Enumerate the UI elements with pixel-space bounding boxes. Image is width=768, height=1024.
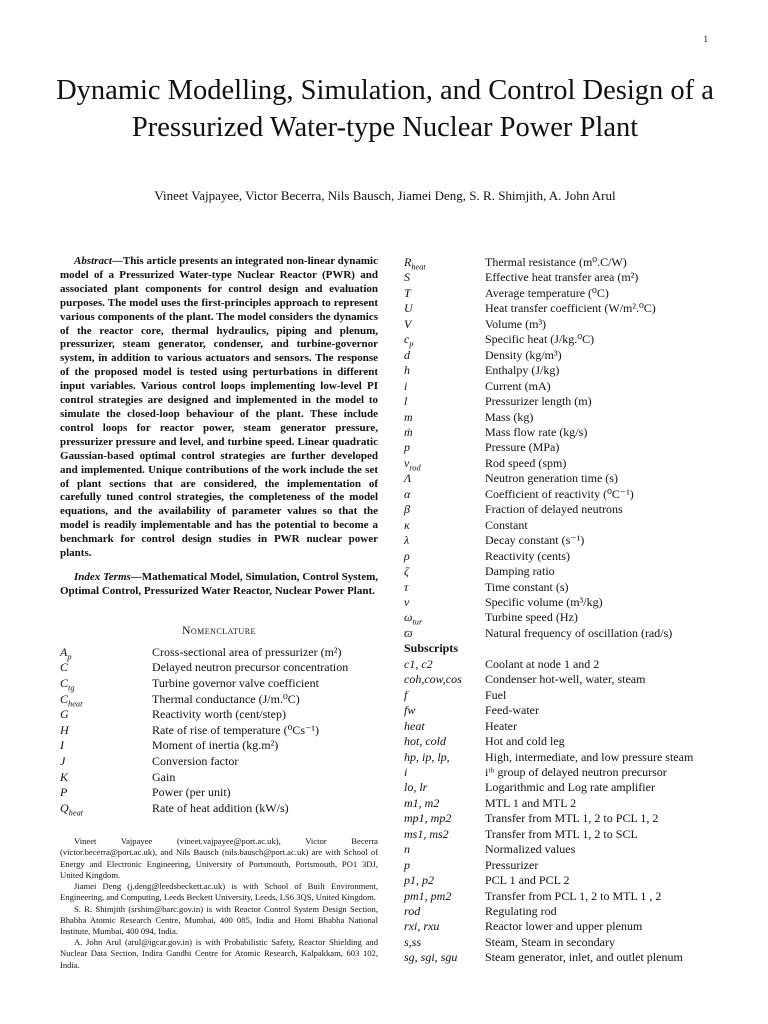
symbol: T <box>404 285 411 300</box>
symbol-description: Transfer from MTL 1, 2 to PCL 1, 2 <box>485 811 659 826</box>
symbol-description: Turbine speed (Hz) <box>485 610 578 625</box>
symbol-description: Mass (kg) <box>485 409 534 424</box>
symbol: β <box>404 502 410 517</box>
nomenclature-row <box>404 533 734 548</box>
symbol-description: iᵗʰ group of delayed neutron precursor <box>485 764 667 779</box>
nomenclature-row <box>404 471 734 486</box>
symbol-description: Transfer from MTL 1, 2 to SCL <box>485 826 638 841</box>
symbol-description: Reactor lower and upper plenum <box>485 919 643 934</box>
symbol: S <box>404 270 410 285</box>
symbol-description: Logarithmic and Log rate amplifier <box>485 780 655 795</box>
symbol: H <box>60 722 69 737</box>
nomenclature-row <box>404 950 734 965</box>
symbol-description: Fuel <box>485 687 507 702</box>
symbol: rod <box>404 904 421 919</box>
symbol: $C_{tg}$ <box>60 675 75 693</box>
nomenclature-row <box>404 363 734 378</box>
symbol-description: MTL 1 and MTL 2 <box>485 795 577 810</box>
symbol-description: Reactivity worth (cent/step) <box>152 707 286 722</box>
footnote: S. R. Shimjith (srshim@barc.gov.in) is with Reactor Control System Design Section, Bhabha Atomic Research Centre, Mumbai, 400 085, India and Homi Bhabha National Institute, Mumbai, 400 094, India. <box>60 903 378 936</box>
abstract <box>60 255 378 561</box>
nomenclature-row <box>404 889 734 904</box>
symbol: J <box>60 753 66 768</box>
nomenclature-row <box>60 770 378 786</box>
symbol: p <box>404 857 410 872</box>
subscripts-list <box>404 657 734 966</box>
symbol: p1, p2 <box>404 873 434 888</box>
symbol: ν <box>404 594 410 609</box>
symbol-description: Heater <box>485 718 517 733</box>
symbol-description: Transfer from PCL 1, 2 to MTL 1 , 2 <box>485 888 662 903</box>
nomenclature-row <box>404 688 734 703</box>
nomenclature-row <box>60 785 378 801</box>
symbol-description: Pressure (MPa) <box>485 440 560 455</box>
symbol: U <box>404 301 413 316</box>
nomenclature-row <box>404 518 734 533</box>
symbol-description: Fraction of delayed neutrons <box>485 502 623 517</box>
nomenclature-row <box>60 801 378 817</box>
footnote: Jiamei Deng (j.deng@leedsbeckett.ac.uk) is with School of Built Environment, Engineering, and Computing, Leeds Beckett University, Leeds, LS6 3QS, United Kingdom. <box>60 881 378 903</box>
nomenclature-row <box>404 842 734 857</box>
symbol-description: Current (mA) <box>485 378 551 393</box>
nomenclature-row <box>404 873 734 888</box>
footnote: Vineet Vajpayee (vineet.vajpayee@port.ac.uk), Victor Becerra (victor.becerra@port.ac.uk), and Nils Bausch (nils.bausch@port.ac.uk) are with School of Energy and Electronic Engineering, University of Portsmouth, Portsmouth, PO1 3DJ, United Kingdom. <box>60 836 378 880</box>
symbol-description: Steam generator, inlet, and outlet plenum <box>485 950 683 965</box>
symbol-description: Reactivity (cents) <box>485 548 570 563</box>
nomenclature-row <box>60 645 378 661</box>
nomenclature-row <box>404 626 734 641</box>
page-number: 1 <box>703 34 708 44</box>
symbol: $\omega_{tur}$ <box>404 610 423 627</box>
nomenclature-row <box>404 255 734 270</box>
symbol: s,ss <box>404 934 422 949</box>
nomenclature-row <box>404 904 734 919</box>
nomenclature-row <box>404 549 734 564</box>
nomenclature-row <box>404 858 734 873</box>
nomenclature-row <box>404 780 734 795</box>
symbol: α <box>404 486 411 501</box>
nomenclature-row <box>404 440 734 455</box>
symbol-description: Turbine governor valve coefficient <box>152 675 319 690</box>
symbol-description: Constant <box>485 517 528 532</box>
symbol-description: Regulating rod <box>485 904 557 919</box>
symbol: i <box>404 764 408 779</box>
index-terms <box>60 571 378 599</box>
symbol: p <box>404 440 410 455</box>
symbol: Λ <box>404 471 412 486</box>
nomenclature-heading: Nomenclature <box>182 624 256 637</box>
symbol-description: Density (kg/m³) <box>485 347 562 362</box>
nomenclature-row <box>60 676 378 692</box>
nomenclature-row <box>404 410 734 425</box>
symbol: ζ <box>404 564 409 579</box>
nomenclature-row <box>60 692 378 708</box>
symbol: $Q_{heat}$ <box>60 800 84 818</box>
nomenclature-row <box>404 487 734 502</box>
nomenclature-row <box>404 657 734 672</box>
author-list: Vineet Vajpayee, Victor Becerra, Nils Bausch, Jiamei Deng, S. R. Shimjith, A. John Arul <box>154 188 616 203</box>
symbol: pm1, pm2 <box>404 888 452 903</box>
right-column <box>404 255 734 966</box>
nomenclature-row <box>404 348 734 363</box>
nomenclature-row <box>404 734 734 749</box>
symbol: ṁ <box>404 424 413 439</box>
nomenclature-row <box>404 796 734 811</box>
symbol-description: Thermal conductance (J/m.⁰C) <box>152 691 300 706</box>
symbol-description: Delayed neutron precursor concentration <box>152 660 349 675</box>
symbol-description: Coefficient of reactivity (⁰C⁻¹) <box>485 486 634 501</box>
nomenclature-row <box>60 723 378 739</box>
symbol: $v_{rod}$ <box>404 455 421 473</box>
symbol: h <box>404 363 410 378</box>
nomenclature-row <box>404 456 734 471</box>
author-footnotes <box>60 836 378 970</box>
nomenclature-row <box>60 660 378 676</box>
symbol: rxi, rxu <box>404 919 440 934</box>
nomenclature-row <box>404 703 734 718</box>
symbol-description: Specific heat (J/kg.⁰C) <box>485 332 595 347</box>
symbol-description: Normalized values <box>485 842 576 857</box>
symbol-description: Specific volume (m³/kg) <box>485 594 603 609</box>
symbol: K <box>60 769 69 784</box>
symbol-description: Damping ratio <box>485 564 555 579</box>
symbol-description: Thermal resistance (m⁰.C/W) <box>485 255 627 269</box>
symbol: $C_{heat}$ <box>60 691 83 708</box>
symbol: l <box>404 394 408 409</box>
footnote: A. John Arul (arul@igcar.gov.in) is with Probabilistic Safety, Reactor Shielding and Nuclear Data Section, Indira Gandhi Centre for Atomic Research, Kalpakkam, 603 102, India. <box>60 937 378 970</box>
symbol-description: Average temperature (⁰C) <box>485 285 609 300</box>
nomenclature-row <box>404 425 734 440</box>
symbol-description: Steam, Steam in secondary <box>485 934 615 949</box>
symbol-description: Heat transfer coefficient (W/m².⁰C) <box>485 301 656 316</box>
symbol-description: Gain <box>152 769 176 784</box>
symbol: n <box>404 842 410 857</box>
symbol: P <box>60 785 68 800</box>
symbol-description: Rate of heat addition (kW/s) <box>152 800 289 815</box>
symbol: c1, c2 <box>404 656 433 671</box>
symbol-description: Natural frequency of oscillation (rad/s) <box>485 625 673 640</box>
nomenclature-row <box>404 672 734 687</box>
symbol-description: Cross-sectional area of pressurizer (m²) <box>152 644 342 659</box>
paper-title: Dynamic Modelling, Simulation, and Control Design of a Pressurized Water-type Nuclear Power Plant <box>56 75 714 143</box>
symbol: C <box>60 660 69 675</box>
symbol-description: High, intermediate, and low pressure steam <box>485 749 694 764</box>
symbol: i <box>404 378 408 393</box>
symbol-description: Pressurizer <box>485 857 539 872</box>
symbol: fw <box>404 703 416 718</box>
symbol-description: Coolant at node 1 and 2 <box>485 656 600 671</box>
nomenclature-row <box>404 270 734 285</box>
symbol-description: Power (per unit) <box>152 785 231 800</box>
symbol: ms1, ms2 <box>404 826 449 841</box>
symbol-description: Neutron generation time (s) <box>485 471 618 486</box>
nomenclature-row <box>404 919 734 934</box>
symbol: f <box>404 687 408 702</box>
abstract-lead: Abstract <box>74 255 112 267</box>
nomenclature-row <box>404 610 734 625</box>
symbol-description: Moment of inertia (kg.m²) <box>152 738 279 753</box>
symbol: ρ <box>404 548 410 563</box>
symbol-description: Time constant (s) <box>485 579 569 594</box>
nomenclature-row <box>60 707 378 723</box>
symbol-description: Rate of rise of temperature (⁰Cs⁻¹) <box>152 722 320 737</box>
symbol: V <box>404 316 412 331</box>
symbol-description: Decay constant (s⁻¹) <box>485 533 585 548</box>
symbol: d <box>404 347 410 362</box>
nomenclature-row <box>404 765 734 780</box>
subscripts-heading: Subscripts <box>404 641 459 656</box>
symbol-description: Rod speed (spm) <box>485 455 567 470</box>
nomenclature-row <box>404 811 734 826</box>
nomenclature-row <box>404 750 734 765</box>
symbol: hot, cold <box>404 734 446 749</box>
left-column <box>60 255 378 971</box>
symbol: ϖ <box>404 625 413 640</box>
symbol-description: Effective heat transfer area (m²) <box>485 270 639 285</box>
symbol: mp1, mp2 <box>404 811 452 826</box>
symbol-description: Enthalpy (J/kg) <box>485 363 560 378</box>
index-terms-text: —Mathematical Model, Simulation, Control System, Optimal Control, Pressurized Water Reactor, Nuclear Power Plant. <box>60 570 378 597</box>
symbol-description: Volume (m³) <box>485 316 547 331</box>
nomenclature-row <box>404 827 734 842</box>
nomenclature-row <box>404 564 734 579</box>
symbol-description: Hot and cold leg <box>485 734 565 749</box>
symbol: $A_p$ <box>60 644 72 662</box>
nomenclature-list-left <box>60 645 378 817</box>
symbol-description: PCL 1 and PCL 2 <box>485 873 570 888</box>
nomenclature-row <box>404 935 734 950</box>
nomenclature-row <box>404 286 734 301</box>
nomenclature-row <box>404 502 734 517</box>
nomenclature-row <box>404 719 734 734</box>
symbol: sg, sgi, sgu <box>404 950 458 965</box>
symbol: m <box>404 409 413 424</box>
abstract-text: —This article presents an integrated non-linear dynamic model of a Pressurized Water-type Nuclear Reactor (PWR) and associated plant components for control design and evaluation purposes. The model uses the first-principles approach to represent various components of the plant. The model considers the dynamics of the reactor core, thermal hydraulics, piping and plenum, pressurizer, steam generator, condenser, and turbine-governor system, in addition to various actuators and sensors. The response of the proposed model is tested using perturbations in different input variables. Various control loops implementing low-level PI control strategies are designed and implemented in the model to simulate the closed-loop behaviour of the plant. These include control loops for reactor power, steam generator pressure, pressurizer pressure and level, and turbine speed. Linear quadratic Gaussian-based optimal control strategies are further developed and implemented. Unique contributions of the work include the set of plant sections that are considered, the implementation of carefully tuned control strategies, the completeness of the model equations, and the availability of parameter values so that the model is readily implementable and has the potential to become a benchmark for control design studies in PWR nuclear power plants. <box>60 255 378 560</box>
symbol: G <box>60 707 69 722</box>
nomenclature-row <box>404 301 734 316</box>
symbol: λ <box>404 533 410 548</box>
symbol: m1, m2 <box>404 795 440 810</box>
nomenclature-row <box>60 738 378 754</box>
nomenclature-row <box>404 595 734 610</box>
symbol: τ <box>404 579 409 594</box>
nomenclature-row <box>404 317 734 332</box>
symbol: hp, ip, lp, <box>404 749 450 764</box>
symbol-description: Conversion factor <box>152 753 239 768</box>
symbol: $R_{heat}$ <box>404 255 426 272</box>
symbol: I <box>60 738 64 753</box>
nomenclature-row <box>60 754 378 770</box>
symbol: lo, lr <box>404 780 428 795</box>
index-terms-lead: Index Terms <box>74 570 131 583</box>
nomenclature-row <box>404 332 734 347</box>
symbol: heat <box>404 718 425 733</box>
nomenclature-row <box>404 394 734 409</box>
nomenclature-list-right <box>404 255 734 641</box>
symbol: κ <box>404 517 410 532</box>
nomenclature-row <box>404 379 734 394</box>
symbol: $c_p$ <box>404 332 414 349</box>
symbol-description: Pressurizer length (m) <box>485 394 592 409</box>
symbol-description: Condenser hot-well, water, steam <box>485 672 646 687</box>
symbol-description: Mass flow rate (kg/s) <box>485 424 588 439</box>
nomenclature-row <box>404 580 734 595</box>
symbol: coh,cow,cos <box>404 672 462 687</box>
symbol-description: Feed-water <box>485 703 539 718</box>
